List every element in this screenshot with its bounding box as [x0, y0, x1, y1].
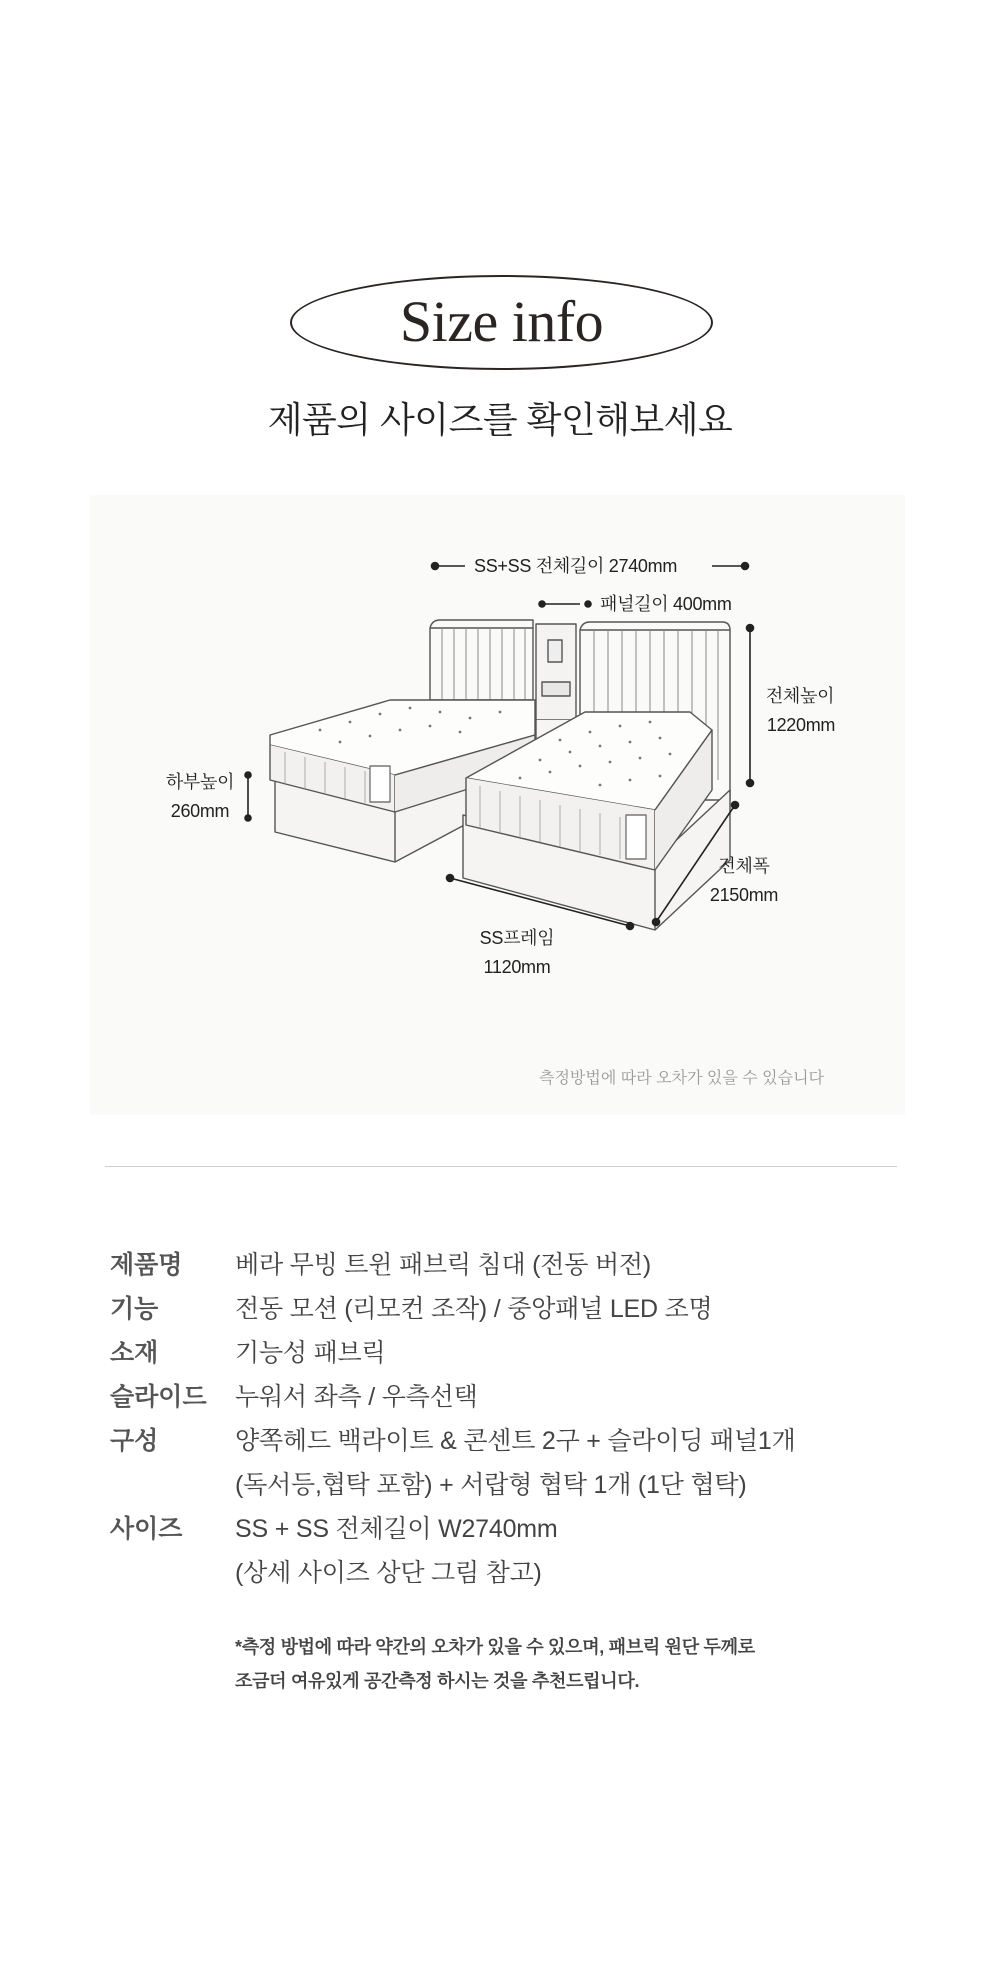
spec-label: 구성	[110, 1427, 159, 1455]
spec-label: 사이즈	[110, 1515, 183, 1543]
panel-length-label: 패널길이 400mm	[600, 594, 732, 614]
base-height-value: 260mm	[170, 801, 230, 821]
spec-label: 소재	[110, 1339, 159, 1367]
total-width-label: 전체폭	[718, 856, 770, 876]
divider	[105, 1166, 897, 1167]
spec-label: 기능	[110, 1295, 159, 1323]
footnote-line: 조금더 여유있게 공간측정 하시는 것을 추천드립니다.	[235, 1671, 640, 1691]
total-height-value: 1220mm	[766, 715, 836, 735]
spec-value: (독서등,협탁 포함) + 서랍형 협탁 1개 (1단 협탁)	[235, 1471, 747, 1499]
spec-value: (상세 사이즈 상단 그림 참고)	[235, 1559, 542, 1587]
page-subtitle: 제품의 사이즈를 확인해보세요	[267, 399, 733, 440]
spec-label: 슬라이드	[110, 1383, 207, 1411]
total-height-label: 전체높이	[765, 686, 835, 706]
measure-note: 측정방법에 따라 오차가 있을 수 있습니다	[539, 1070, 824, 1087]
total-width-value: 2150mm	[709, 885, 779, 905]
base-height-label: 하부높이	[165, 772, 235, 792]
spec-value: 베라 무빙 트윈 패브릭 침대 (전동 버전)	[235, 1251, 651, 1279]
ss-frame-label: SS프레임	[479, 928, 555, 948]
footnote	[235, 1630, 755, 1698]
spec-value: SS + SS 전체길이 W2740mm	[235, 1515, 558, 1543]
spec-value: 전동 모션 (리모컨 조작) / 중앙패널 LED 조명	[235, 1295, 713, 1323]
spec-label: 제품명	[110, 1251, 183, 1279]
page-title: Size info	[399, 289, 604, 354]
footnote-line: *측정 방법에 따라 약간의 오차가 있을 수 있으며, 패브릭 원단 두께로	[235, 1637, 755, 1657]
spec-value: 누워서 좌측 / 우측선택	[235, 1383, 478, 1411]
spec-value: 양쪽헤드 백라이트 & 콘센트 2구 + 슬라이딩 패널1개	[235, 1427, 796, 1455]
ss-frame-value: 1120mm	[483, 957, 551, 977]
spec-value: 기능성 패브릭	[235, 1339, 386, 1367]
total-length-label: SS+SS 전체길이 2740mm	[474, 556, 678, 576]
